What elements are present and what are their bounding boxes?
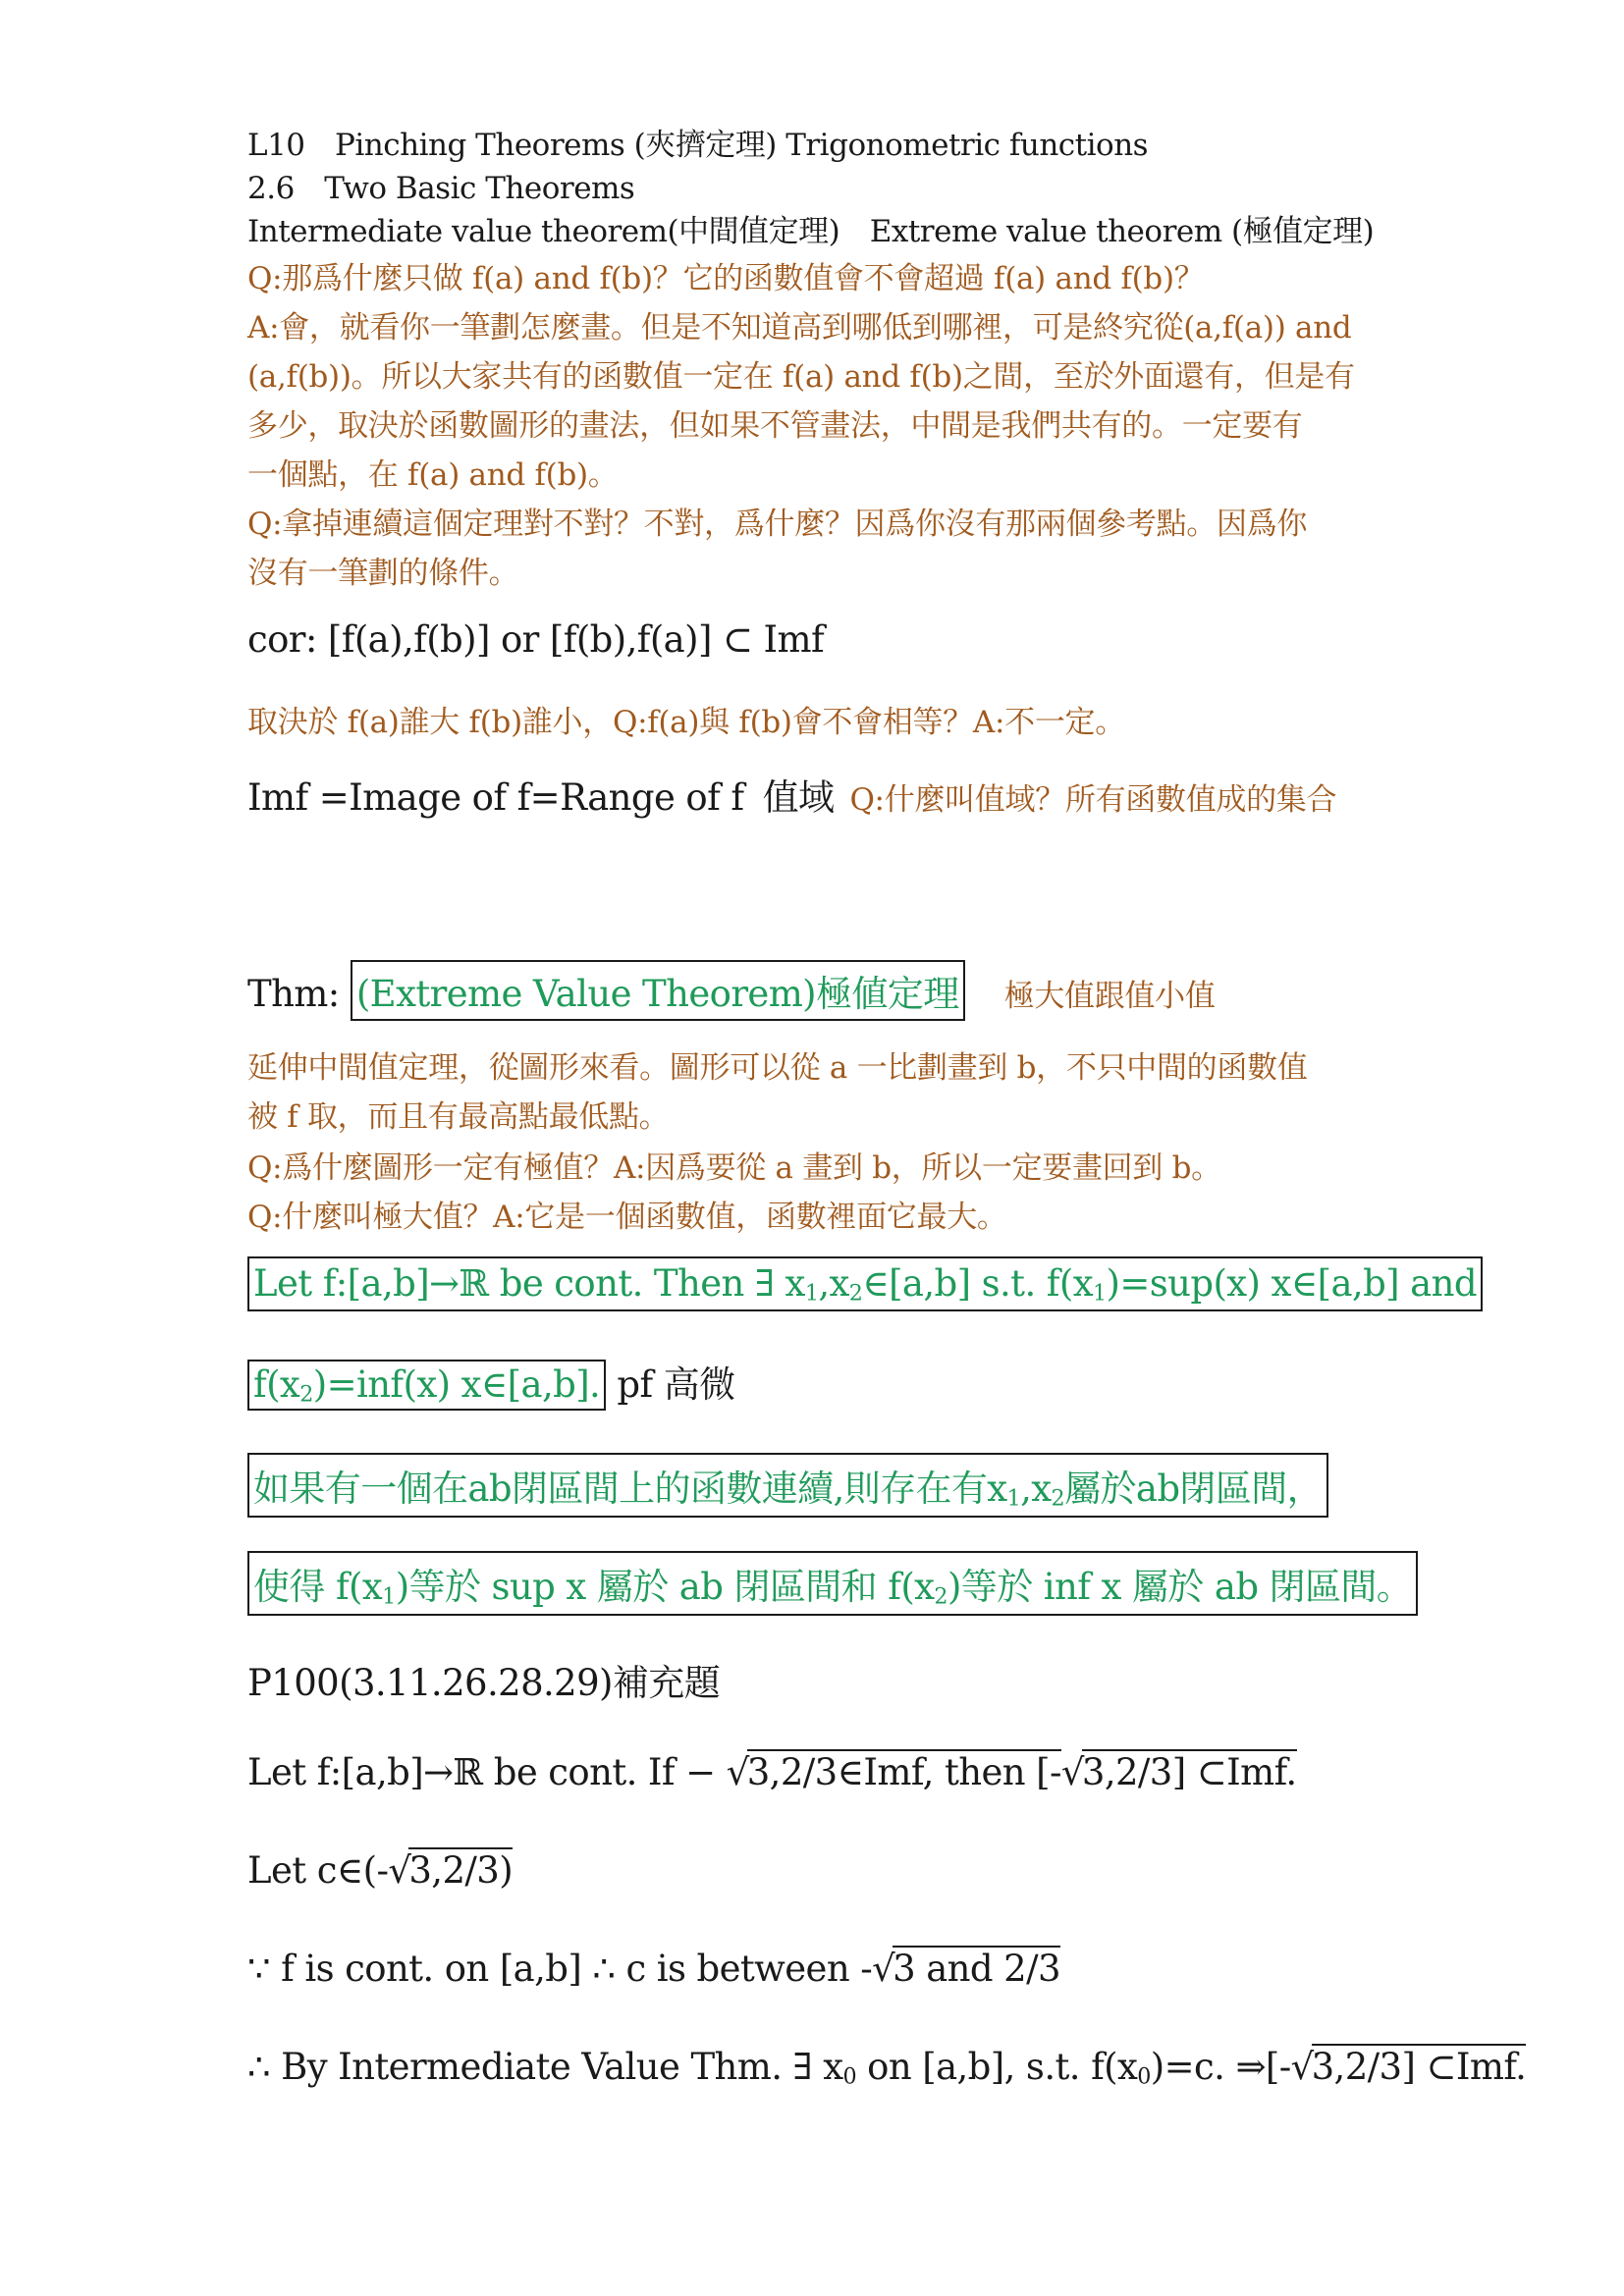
- theorem-statement-line2: $f(x_2)=inf(x)$ x∈[a,b].: [247, 1360, 606, 1411]
- note-line: Q:那爲什麼只做 f(a) and f(b)？它的函數值會不會超過 f(a) and f(b)？: [247, 261, 1205, 296]
- theorem-title: (Extreme Value Theorem)極値定理: [351, 960, 965, 1021]
- corollary: cor: [f(a),f(b)] or [f(b),f(a)] ⊂ Imf: [247, 618, 825, 661]
- note-line: 多少，取決於函數圖形的畫法，但如果不管畫法，中間是我們共有的。一定要有: [247, 408, 1303, 444]
- theorem-prefix: Thm:: [247, 973, 351, 1015]
- proof-line-4: ∴ By Intermediate Value Thm. ∃ $x_0$ on [a,b], s.t. $f(x_0)=c$. ⇒[-√3,2/3] ⊂Imf.: [247, 2046, 1527, 2090]
- image-definition-note: Q:什麼叫值域？所有函數值成的集合: [849, 782, 1337, 818]
- note-line: (a,f(b))。所以大家共有的函數值一定在 f(a) and f(b)之間，至於外面還有，但是有: [247, 359, 1355, 395]
- theorem-aside: 極大值跟值小值: [1003, 979, 1216, 1014]
- note-line: 一個點，在 f(a) and f(b)。: [247, 457, 619, 493]
- sqrt-symbol: √3 and 2/3: [872, 1948, 1060, 1990]
- note-line: Q:什麼叫極大值？A:它是一個函數值，函數裡面它最大。: [247, 1200, 1007, 1235]
- theorem-statement-line2-wrap: [247, 1355, 735, 1411]
- image-definition: [247, 768, 1336, 821]
- exercise-reference: P100(3.11.26.28.29)補充題: [247, 1662, 721, 1704]
- theorem-statement-line1: Let f:[a,b]→ℝ be cont. Then ∃ $x_1,x_2\in[a,b]$ s.t. $f(x_1)=sup(x)$ x∈[a,b] and: [247, 1256, 1483, 1311]
- note-line: A:會，就看你一筆劃怎麼畫。但是不知道高到哪低到哪裡，可是終究從(a,f(a)) and: [247, 310, 1352, 346]
- sqrt-symbol: √3,2/3] ⊂Imf.: [1290, 2046, 1527, 2088]
- theorem-statement-zh2: 使得 $f(x_1)$等於 sup x 屬於 ab 閉區間和 $f(x_2)$等於 inf x 屬於 ab 閉區間。: [247, 1551, 1418, 1616]
- sqrt-symbol: √3,2/3): [388, 1849, 514, 1892]
- note-line: Q:拿掉連續這個定理對不對？不對，爲什麼？因爲你沒有那兩個參考點。因爲你: [247, 507, 1308, 542]
- image-definition-text: Imf =Image of f=Range of f: [247, 776, 755, 819]
- image-definition-zh: 值域: [762, 776, 835, 819]
- theorem-heading: [247, 960, 1216, 1021]
- note-line: 沒有一筆劃的條件。: [247, 556, 519, 591]
- sqrt-symbol: √3,2/3∈Imf, then [-: [726, 1751, 1061, 1793]
- lecture-title: L10 Pinching Theorems (夾擠定理) Trigonometric functions: [247, 128, 1149, 163]
- note-line: 延伸中間值定理，從圖形來看。圖形可以從 a 一比劃畫到 b，不只中間的函數值: [247, 1050, 1308, 1086]
- theorems-title: Intermediate value theorem(中間值定理) Extreme value theorem (極值定理): [247, 214, 1375, 249]
- proof-line-2: Let c∈(-√3,2/3): [247, 1849, 514, 1892]
- corollary-note: 取決於 f(a)誰大 f(b)誰小，Q:f(a)與 f(b)會不會相等？A:不一定。: [247, 705, 1125, 740]
- note-line: Q:爲什麼圖形一定有極值？A:因爲要從 a 畫到 b，所以一定要畫回到 b。: [247, 1150, 1221, 1186]
- sqrt-symbol: √3,2/3] ⊂Imf.: [1060, 1751, 1297, 1793]
- proof-line-1: Let f:[a,b]→ℝ be cont. If − √3,2/3∈Imf, then [-√3,2/3] ⊂Imf.: [247, 1751, 1297, 1793]
- proof-reference: pf 高微: [606, 1363, 735, 1406]
- note-line: 被 f 取，而且有最高點最低點。: [247, 1099, 670, 1135]
- section-title: 2.6 Two Basic Theorems: [247, 171, 635, 206]
- theorem-statement-zh1: 如果有一個在ab閉區間上的函數連續,則存在有$x_1,x_2$屬於ab閉區間，: [247, 1453, 1328, 1518]
- proof-line-3: ∵ f is cont. on [a,b] ∴ c is between -√3 and 2/3: [247, 1948, 1060, 1990]
